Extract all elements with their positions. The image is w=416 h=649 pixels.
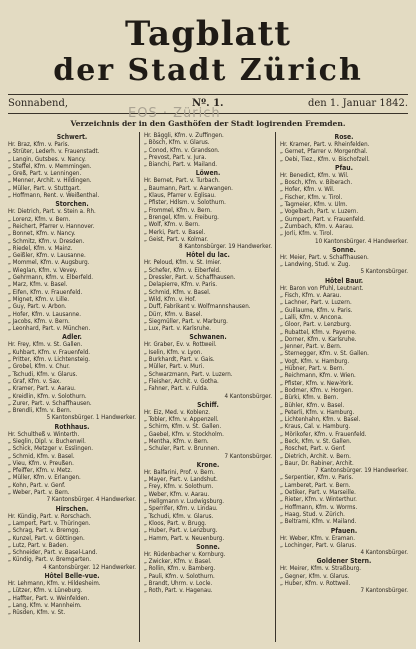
guest-entry: „ Vogt, Kfm. v. Hamburg.: [280, 357, 350, 365]
guest-entry: „ Hoffmann, Kfm. v. Worms.: [280, 503, 358, 511]
guest-entry: „ Mentha, Kfm. v. Bern.: [144, 437, 209, 445]
guest-entry: „ Müller, Part. v. Muri.: [144, 363, 205, 371]
hotel-heading: Schiff.: [197, 400, 219, 409]
guest-entry: „ Kraus, Cal. v. Hamburg.: [280, 423, 351, 431]
guest-entry: „ Rieter, Kfm. v. Winterthur.: [280, 496, 357, 504]
guest-entry: „ Mignet, Kfm. v. Lille.: [8, 295, 70, 303]
guest-entry: „ Kramer, Part. v. Aarau.: [8, 385, 76, 393]
guest-entry: „ Kuhbart, Kfm. v. Frauenfeld.: [8, 348, 91, 356]
guest-entry: „ Duff, Fabrikant v. Wolfmannshausen.: [144, 303, 251, 311]
guest-entry: „ Hübner, Part. v. Bern.: [280, 365, 345, 373]
guest-entry: „ Roschet, Part. v. Genf.: [280, 445, 346, 453]
guest-entry: „ Hellgmann v. Ludwigsburg.: [144, 498, 225, 506]
guest-entry: „ Sieglin, Dipl. v. Buchenwil.: [8, 437, 86, 445]
masthead: [0, 14, 416, 88]
guest-entry: Hr. Balfarini, Prof. v. Bern.: [144, 468, 215, 476]
guest-tally: 4 Kantonsbürger.: [224, 392, 272, 400]
guest-entry: Hr. Kramer, Part. v. Rheinfelden.: [280, 141, 370, 148]
guest-entry: „ Schmid, Kfm. v. Basel.: [8, 452, 75, 460]
guest-entry: „ Roth, Part. v. Hagenau.: [144, 587, 213, 595]
guest-entry: „ Guillaume, Kfm. v. Paris.: [280, 306, 353, 314]
guest-entry: „ Guy, Part. v. Arbon.: [8, 303, 67, 311]
column-divider: [139, 132, 140, 642]
guest-entry: „ Brengel, Kfm. v. Freiburg.: [144, 213, 219, 221]
guest-entry: „ Bürki, Kfm. v. Bern.: [280, 394, 339, 402]
guest-entry: „ Merki, Part. v. Basel.: [144, 228, 206, 236]
guest-entry: Hr. Baron von Pfuhl, Leutnant.: [280, 284, 364, 292]
guest-entry: „ Hofer, Kfm. v. Wil.: [280, 186, 335, 194]
guest-tally: 4 Kantonsbürger. 12 Handwerker.: [43, 563, 136, 571]
guest-entry: „ Müller, Part. v. Stuttgart.: [8, 184, 81, 192]
guest-entry: „ Dressler, Part. v. Schaffhausen.: [144, 274, 236, 282]
guest-tally: 5 Kantonsbürger.: [360, 268, 408, 276]
hotel-heading: Hôtel Belle-vue.: [44, 572, 100, 581]
dateline-day: Sonnabend,: [8, 98, 69, 109]
watermark: EOS · Zürich: [128, 106, 221, 121]
guest-entry: „ Wild, Kfm. v. Hof.: [144, 295, 196, 303]
guest-entry: Hr. Meirer, Kfm. v. Straßburg.: [280, 565, 361, 573]
guest-entry: Hr. Graber, Ev. v. Rottweil.: [144, 341, 217, 349]
guest-tally: 7 Kantonsbürger. 4 Handwerker.: [46, 496, 136, 504]
guest-entry: „ Lang, Kfm. v. Mannheim.: [8, 601, 82, 609]
guest-entry: „ Mayer, Part. v. Landshut.: [144, 476, 218, 484]
guest-entry: „ Gernet, Pfarrer v. Morgenthal.: [280, 148, 368, 156]
guest-entry: „ Schrag, Part. v. Bremgg.: [8, 527, 81, 535]
guest-entry: Hr. Benedict, Kfm. v. Wil.: [280, 171, 349, 179]
guest-entry: „ Rubattel, Kfm. v. Payerne.: [280, 328, 357, 336]
guest-entry: „ Zurer, Part. v. Schaffhausen.: [8, 399, 92, 407]
guest-entry: „ Steffel, Kfm. v. Memmingen.: [8, 162, 92, 170]
guest-entry: „ Siegmüller, Part. v. Marburg.: [144, 317, 228, 325]
guest-entry: „ Langin, Gutsbes. v. Nancy.: [8, 155, 86, 163]
dateline-date: den 1. Januar 1842.: [307, 98, 408, 109]
hotel-heading: Hôtel du lac.: [186, 251, 230, 260]
guest-entry: „ Schefer, Kfm. v. Eiberfeld.: [144, 266, 221, 274]
guest-entry: „ Gaebel, Kfm. v. Stockholm.: [144, 430, 224, 438]
guest-entry: „ Reichmann, Kfm. v. Wien.: [280, 372, 356, 380]
guest-entry: „ Tschudi, Kfm. v. Glarus.: [8, 370, 78, 378]
guest-entry: „ Greß, Part. v. Lenningen.: [8, 170, 82, 178]
column-2: [144, 132, 272, 642]
guest-entry: „ Huber, Kfm. v. Rottweil.: [280, 580, 351, 588]
guest-entry: „ Müller, Kfm. v. Erlangen.: [8, 474, 81, 482]
guest-entry: „ Brendli, Kfm. v. Bern.: [8, 407, 72, 415]
guest-entry: „ Baur, Dr. Rabiner, Archit.: [280, 459, 354, 467]
guest-entry: „ Frommel, Kfm. v. Bern.: [144, 206, 212, 214]
hotel-heading: Pfauen.: [330, 526, 358, 535]
guest-entry: „ Frey, Kfm. v. Solothurn.: [144, 483, 214, 491]
guest-entry: Hr. Bernet, Part. v. Turbach.: [144, 177, 220, 185]
guest-entry: „ Menner, Archit. v. Hildingen.: [8, 177, 92, 185]
guest-entry: Hr. Eiz, Med. v. Koblenz.: [144, 408, 211, 416]
guest-entry: „ Riedel, Kfm. v. Mainz.: [8, 244, 73, 252]
hotel-heading: Hôtel Baur.: [324, 276, 364, 285]
guest-entry: „ Tschudi, Kfm. v. Glarus.: [144, 512, 214, 520]
guest-entry: „ Klaus, Pfarrer v. Eglisau.: [144, 192, 216, 200]
guest-entry: „ Weber, Part. v. Bern.: [8, 489, 70, 497]
guest-tally: 10 Kantonsbürger. 4 Handwerker.: [315, 237, 408, 245]
guest-entry: „ Vieu, Kfm. v. Preußen.: [8, 459, 74, 467]
guest-entry: „ Conod, Kfm. v. Grandson.: [144, 146, 220, 154]
guest-entry: „ Kloos, Part. v. Brugg.: [144, 519, 207, 527]
guest-entry: „ Lux, Part. v. Karlsruhe.: [144, 325, 212, 333]
top-rule: [8, 94, 408, 95]
guest-entry: „ Hoffmann, Rent. v. Weißenthal.: [8, 192, 100, 200]
guest-entry: „ Gegner, Kfm. v. Glarus.: [280, 572, 350, 580]
hotel-heading: Pfau.: [335, 163, 353, 172]
guest-entry: „ Peterli, Kfm. v. Hamburg.: [280, 408, 355, 416]
masthead-title: Tagblatt: [125, 14, 291, 54]
guest-entry: „ Bianchi, Part. v. Mailand.: [144, 161, 218, 169]
hotel-heading: Sonne.: [332, 245, 356, 254]
list-title: Verzeichnis der in den Gasthöfen der Stadt logirenden Fremden.: [70, 119, 346, 128]
guest-entry: „ Reichert, Pfarrer v. Hannover.: [8, 222, 95, 230]
guest-tally: 7 Kantonsbürger.: [360, 587, 408, 595]
guest-entry: „ Wolf, Kfm. v. Bern.: [144, 221, 200, 229]
guest-entry: „ Huber, Part. v. Lenzburg.: [144, 527, 218, 535]
guest-entry: „ Lampert, Part. v. Thüringen.: [8, 519, 91, 527]
guest-tally: 5 Kantonsbürger. 1 Handwerker.: [46, 414, 136, 422]
guest-entry: „ Pritter, Kfm. v. Lichtensteig.: [8, 356, 90, 364]
guest-entry: „ Dürr, Kfm. v. Basel.: [144, 310, 203, 318]
guest-entry: „ Oetiker, Part. v. Marseille.: [280, 489, 356, 497]
guest-entry: „ Pfeiffer, Kfm. v. Metz.: [8, 467, 73, 475]
guest-entry: „ Haag, Stud. v. Zürich.: [280, 510, 345, 518]
guest-entry: „ Pfister, Hdlsm. v. Solothurn.: [144, 199, 226, 207]
guest-entry: „ Delapierre, Kfm. v. Paris.: [144, 281, 218, 289]
hotel-heading: Krone.: [196, 460, 220, 469]
guest-entry: „ Bösch, Kfm. v. Glarus.: [144, 139, 210, 147]
hotel-heading: Rothhaus.: [54, 422, 90, 431]
column-divider: [275, 132, 276, 642]
guest-entry: „ Jenner, Part. v. Bern.: [280, 343, 342, 351]
guest-tally: 7 Kantonsbürger.: [224, 452, 272, 460]
guest-entry: „ Fahner, Part. v. Fulda.: [144, 385, 209, 393]
column-1: [8, 132, 136, 642]
guest-entry: „ Lichtenhahn, Kfm. v. Basel.: [280, 416, 361, 424]
guest-entry: „ Landwing, Stud. v. Zug.: [280, 261, 351, 269]
guest-entry: „ Leonhard, Part. v. München.: [8, 325, 91, 333]
guest-entry: „ Bühler, Kfm. v. Basel.: [280, 401, 345, 409]
hotel-heading: Löwen.: [195, 169, 221, 178]
guest-entry: „ Grobel, Kfm. v. Chur.: [8, 363, 70, 371]
guest-entry: „ Fisch, Kfm. v. Aarau.: [280, 292, 342, 300]
guest-entry: „ Graf, Kfm. v. Sax.: [8, 377, 62, 385]
guest-entry: „ Tagmeier, Kfm. v. Ulm.: [280, 201, 348, 209]
issue-number: Nº. 1.: [192, 98, 224, 109]
guest-entry: „ Kreidlin, Kfm. v. Solothurn.: [8, 392, 87, 400]
hotel-heading: Storchen.: [55, 200, 89, 209]
guest-entry: „ Kohn, Part. v. Genf.: [8, 481, 66, 489]
guest-entry: „ Burkhardt, Part. v. Gais.: [144, 356, 215, 364]
guest-entry: „ Vogelbach, Part. v. Luzern.: [280, 208, 359, 216]
guest-entry: „ Wieglan, Kfm. v. Vevey.: [8, 266, 78, 274]
guest-entry: „ Lutz, Part. v. Baden.: [8, 541, 69, 549]
guest-entry: „ Pauli, Kfm. v. Solothurn.: [144, 572, 215, 580]
guest-entry: Hr. Bäggli, Kfm. v. Zuffingen.: [144, 132, 224, 139]
guest-entry: „ Fleisher, Archit. v. Gotha.: [144, 377, 219, 385]
guest-entry: „ Schick, Metzger v. Esslingen.: [8, 445, 94, 453]
guest-entry: „ Bonnet, Kfm. v. Nancy.: [8, 230, 76, 238]
guest-entry: Hr. Weber, Kfm. v. Eraman.: [280, 534, 356, 542]
guest-entry: Hr. Meier, Part. v. Schaffhausen.: [280, 253, 369, 261]
guest-entry: „ Dietrich, Archit. v. Bern.: [280, 452, 351, 460]
hotel-heading: Sonne.: [196, 542, 220, 551]
guest-entry: „ Beck, Kfm. v. St. Gallen.: [280, 437, 352, 445]
guest-entry: Hr. Braz, Kfm. v. Paris.: [8, 141, 70, 148]
guest-entry: „ Schirm, Kfm. v. St. Gallen.: [144, 423, 222, 431]
guest-tally: 7 Kantonsbürger. 19 Handwerker.: [315, 467, 408, 475]
guest-entry: „ Jacobs, Kfm. v. Bern.: [8, 317, 70, 325]
guest-entry: „ Brandt, Uhrm. v. Locle.: [144, 580, 213, 588]
hotel-heading: Rose.: [334, 133, 354, 141]
guest-entry: „ Serpentier, Kfm. v. Paris.: [280, 474, 354, 482]
guest-entry: Hr. Kündig, Part. v. Rorschach.: [8, 512, 92, 520]
guest-entry: „ Gloor, Part. v. Lenzburg.: [280, 321, 352, 329]
guest-entry: „ Gehrmann, Kfm. v. Elberfeld.: [8, 274, 93, 282]
guest-entry: „ Eifen, Kfm. v. Frauenfeld.: [8, 288, 83, 296]
guest-entry: „ Geißler, Kfm. v. Lausanne.: [8, 252, 86, 260]
guest-entry: „ Baumann, Part. v. Aarwangen.: [144, 184, 233, 192]
guest-entry: „ Rollin, Kfm. v. Bamberg.: [144, 565, 216, 573]
guest-entry: „ Zwicker, Kfm. v. Basel.: [144, 558, 212, 566]
guest-entry: „ Lorenz, Kfm. v. Bern.: [8, 215, 71, 223]
hotel-heading: Schwert.: [56, 133, 88, 141]
guest-entry: „ Hofer, Kfm. v. Lausanne.: [8, 310, 81, 318]
guest-entry: „ Zumbach, Kfm. v. Aarau.: [280, 222, 354, 230]
guest-entry: Hr. Peloud, Kfm. v. St. Imier.: [144, 259, 222, 267]
guest-entry: „ Rüsden, Kfm. v. St.: [8, 609, 66, 617]
guest-entry: „ Kündig, Part. v. Bremgarten.: [8, 556, 91, 564]
guest-entry: „ Dorner, Kfm. v. Karlsruhe.: [280, 335, 357, 343]
guest-entry: „ Prevost, Part. v. Jura.: [144, 153, 207, 161]
guest-entry: „ Mommel, Kfm. v. Augsburg.: [8, 259, 90, 267]
guest-entry: Hr. Frey, Kfm. v. St. Gallen.: [8, 341, 83, 349]
guest-entry: Hr. Schultheß v. Winterth.: [8, 430, 80, 438]
guest-entry: „ Jorli, Kfm. v. Tirol.: [280, 230, 334, 238]
guest-entry: „ Weber, Kfm. v. Aarau.: [144, 490, 210, 498]
guest-entry: „ Schuler, Part. v. Brunnen.: [144, 445, 220, 453]
guest-entry: „ Oebi, Tiez., Kfm. v. Bischofzell.: [280, 155, 370, 163]
guest-entry: „ Mörikofer, Kfm. v. Frauenfeld.: [280, 430, 367, 438]
guest-entry: „ Strüter, Lederh. v. Frauenstadt.: [8, 148, 100, 156]
guest-entry: „ Lamberet, Part. v. Bern.: [280, 481, 351, 489]
guest-entry: Hr. Lehmann, Kfm. v. Hildesheim.: [8, 580, 101, 588]
guest-entry: „ Kunzel, Part. v. Göttingen.: [8, 534, 85, 542]
guest-entry: „ Schneider, Part. v. Basel-Land.: [8, 549, 98, 557]
guest-entry: „ Bosch, Kfm. v. Biberach.: [280, 179, 353, 187]
guest-entry: „ Lützer, Kfm. v. Lüneburg.: [8, 587, 83, 595]
guest-entry: „ Beltrami, Kfm. v. Mailand.: [280, 518, 357, 526]
hotel-heading: Schwanen.: [189, 333, 227, 342]
guest-entry: „ Marz, Kfm. v. Basel.: [8, 281, 68, 289]
guest-entry: „ Lalli, Kfm. v. Ancona.: [280, 313, 343, 321]
guest-entry: „ Bodmer, Kfm. v. Horgen.: [280, 386, 354, 394]
guest-entry: „ Gumpert, Part. v. Frauenfeld.: [280, 215, 365, 223]
guest-entry: „ Geist, Part. v. Kolmar.: [144, 235, 209, 243]
guest-entry: „ Schwarzmann, Part. v. Luzern.: [144, 370, 233, 378]
guest-tally: 4 Kantonsbürger.: [360, 549, 408, 557]
guest-entry: Hr. Rüdenbacher v. Kornburg.: [144, 550, 226, 558]
guest-entry: „ Sternegger, Kfm. v. St. Gallen.: [280, 350, 369, 358]
guest-tally: 8 Kantonsbürger. 19 Handwerker.: [179, 243, 272, 251]
guest-entry: „ Pfister, Kfm. v. New-York.: [280, 379, 354, 387]
guest-entry: „ Lachner, Part. v. Luzern.: [280, 299, 352, 307]
column-3: [280, 132, 408, 642]
guest-entry: „ Haffter, Part. v. Weinfelden.: [8, 594, 90, 602]
guest-entry: „ Iselin, Kfm. v. Lyon.: [144, 348, 203, 356]
hotel-heading: Adler.: [62, 333, 82, 342]
hotel-heading: Hirschen.: [55, 504, 89, 513]
guest-entry: Hr. Dietrich, Part. v. Stein a. Rh.: [8, 208, 96, 216]
guest-entry: „ Schmitz, Kfm. v. Dresden.: [8, 237, 85, 245]
masthead-subtitle: der Stadt Zürich: [53, 53, 363, 88]
hotel-heading: Goldener Stern.: [316, 557, 372, 566]
guest-entry: „ Fischer, Kfm. v. Tirol.: [280, 193, 343, 201]
guest-entry: „ Tobler, Kfm. v. Appenzell.: [144, 416, 219, 424]
guest-entry: „ Schmid, Kfm. v. Basel.: [144, 288, 211, 296]
guest-entry: „ Sperrifer, Kfm. v. Lindau.: [144, 505, 218, 513]
guest-entry: „ Lochinger, Part. v. Glarus.: [280, 541, 357, 549]
guest-entry: „ Hamm, Part. v. Neuenburg.: [144, 534, 225, 542]
